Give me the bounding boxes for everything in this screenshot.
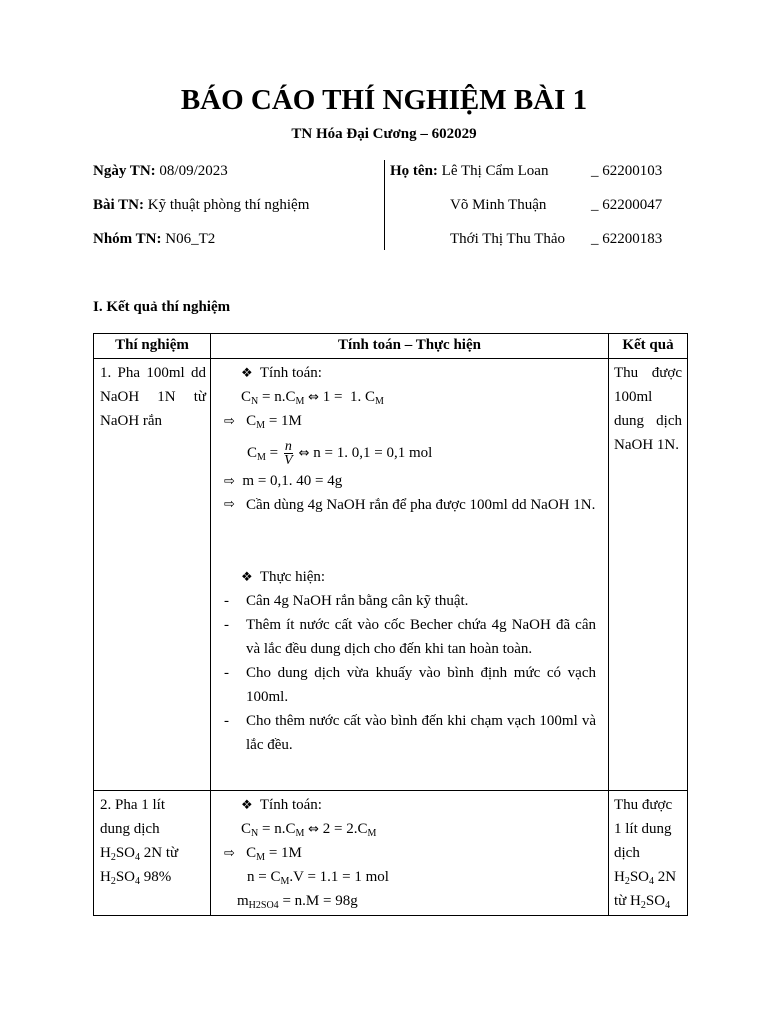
report-title: BÁO CÁO THÍ NGHIỆM BÀI 1: [180, 84, 588, 116]
calculation-cell: [211, 359, 609, 791]
experiment-line: dung dịch: [100, 821, 160, 837]
result-line: từ $H_2SO_4$: [614, 893, 671, 911]
result-cell: [609, 791, 688, 916]
table-row: [94, 359, 688, 791]
conclusion-text: Cần dùng 4g NaOH rắn để pha được 100ml dd NaOH 1N.: [246, 497, 596, 513]
member-name: Võ Minh Thuận: [450, 197, 547, 213]
group-label: Nhóm TN:: [93, 231, 162, 247]
group-row: [93, 231, 215, 248]
member-name: Thới Thị Thu Thảo: [450, 231, 566, 247]
moles-text: = 1.1 = 1 mol: [307, 869, 389, 885]
step-text: Cho thêm nước cất vào bình đến khi chạm vạch 100ml và lắc đều.: [246, 713, 596, 753]
diamond-bullet-icon: ❖: [241, 798, 253, 813]
experiment-text: 1. Pha 100ml dd NaOH 1N từ NaOH rắn: [100, 365, 206, 429]
formula-line: $C_N = n.C_M$ ⇔ 1 = 1. $C_M$: [241, 389, 384, 407]
calc-heading: [241, 361, 322, 386]
result-line: $H_2SO_4$ 2N: [614, 869, 677, 887]
arrow-bullet-icon: ⇨: [224, 497, 235, 512]
experiment-line: 2. Pha 1 lít: [100, 797, 166, 813]
formula-line: $C_M$ = $\frac{n}{V}$ ⇔ n = 1. 0,1 = 0,1 mol: [247, 439, 433, 469]
formula-line: $C_N = n.C_M$ ⇔ $2 = 2.C_M$: [241, 821, 377, 839]
experiment-cell: [94, 359, 211, 791]
column-header: Tính toán – Thực hiện: [211, 334, 609, 359]
calc-heading-text: Tính toán:: [259, 365, 322, 381]
list-item: - Cho thêm nước cất vào bình đến khi chạm vạch 100ml và lắc đều.: [224, 709, 596, 757]
result-line: Thu được: [614, 797, 673, 813]
step-text: Cho dung dịch vừa khuấy vào bình định mức có vạch 100ml.: [246, 665, 596, 705]
result-line: 1 lít dung: [614, 821, 672, 837]
arrow-bullet-icon: ⇨: [224, 414, 235, 429]
calc-heading: [241, 793, 322, 818]
step-text: Thêm ít nước cất vào cốc Becher chứa 4g NaOH đã cân và lắc đều dung dịch cho đến khi tan hoàn toàn.: [246, 617, 596, 657]
step-text: Cân 4g NaOH rắn bằng cân kỹ thuật.: [246, 593, 469, 609]
name-label: Họ tên:: [390, 163, 438, 179]
name-row: [390, 163, 548, 180]
result-cell: [609, 359, 688, 791]
member-name: Lê Thị Cẩm Loan: [441, 163, 549, 179]
section-heading: I. Kết quả thí nghiệm: [93, 299, 231, 315]
experiment-line: $H_2SO_4$ 2N từ: [100, 845, 179, 863]
group-value: N06_T2: [165, 231, 216, 247]
list-item: - Cho dung dịch vừa khuấy vào bình định mức có vạch 100ml.: [224, 661, 596, 709]
lesson-value: Kỹ thuật phòng thí nghiệm: [147, 197, 310, 213]
results-table: [93, 333, 688, 916]
column-header: Kết quả: [609, 334, 688, 359]
arrow-bullet-icon: ⇨: [224, 474, 235, 489]
result-text: Thu được 100ml dung dịch NaOH 1N.: [614, 365, 682, 453]
table-row: [94, 791, 688, 916]
info-divider: [384, 160, 385, 250]
do-heading-text: Thực hiện:: [259, 569, 326, 585]
conclusion-line: [224, 493, 596, 517]
diamond-bullet-icon: ❖: [241, 570, 253, 585]
diamond-bullet-icon: ❖: [241, 366, 253, 381]
date-value: 08/09/2023: [159, 163, 228, 179]
lesson-row: [93, 197, 309, 214]
formula-line: [224, 469, 342, 494]
member-id: _ 62200183: [591, 231, 663, 247]
table-header-row: [94, 334, 688, 359]
do-heading: [241, 565, 325, 590]
report-subtitle: TN Hóa Đại Cương – 602029: [291, 126, 477, 142]
date-label: Ngày TN:: [93, 163, 156, 179]
steps-list: [224, 589, 596, 757]
member-id: _ 62200047: [591, 197, 663, 213]
result-line: dịch: [614, 845, 640, 861]
mass-text: = n.M = 98g: [282, 893, 358, 909]
formula-line: ⇨ $C_M = 1M$: [224, 845, 302, 863]
member-id: _ 62200103: [591, 163, 663, 179]
experiment-cell: [94, 791, 211, 916]
date-row: [93, 163, 228, 180]
formula-line: $n = C_M.V = 1.1 = 1$ mol: [247, 869, 389, 887]
formula-line: $m_{H2SO4} = n.M = 98g$: [237, 893, 358, 911]
calculation-cell: [211, 791, 609, 916]
calc-heading-text: Tính toán:: [259, 797, 322, 813]
column-header: Thí nghiệm: [94, 334, 211, 359]
arrow-bullet-icon: ⇨: [224, 846, 235, 861]
formula-line: ⇨ $C_M = 1M$: [224, 413, 302, 431]
experiment-line: $H_2SO_4$ 98%: [100, 869, 172, 887]
mass-text: m = 0,1. 40 = 4g: [242, 473, 343, 489]
list-item: - Cân 4g NaOH rắn bằng cân kỹ thuật.: [224, 589, 596, 613]
lesson-label: Bài TN:: [93, 197, 144, 213]
list-item: - Thêm ít nước cất vào cốc Becher chứa 4g NaOH đã cân và lắc đều dung dịch cho đến khi tan hoàn toàn.: [224, 613, 596, 661]
